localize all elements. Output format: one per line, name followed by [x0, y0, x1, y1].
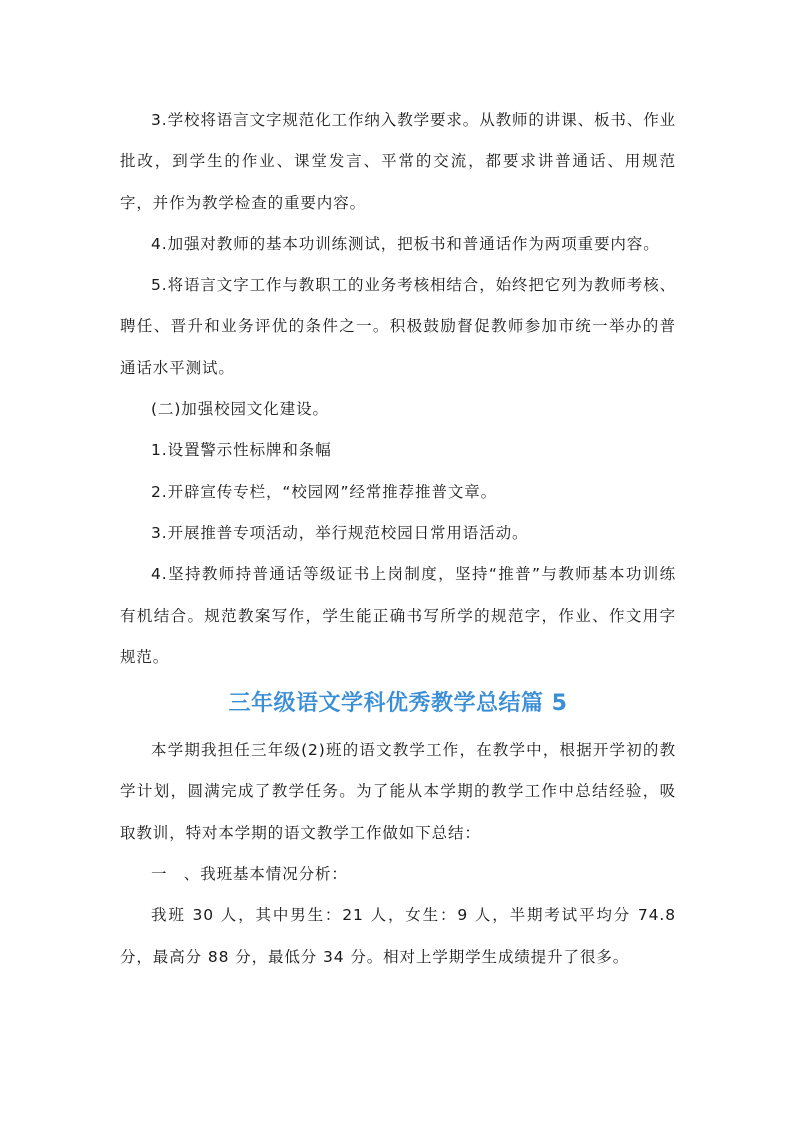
paragraph-sub-item-4: 4.坚持教师持普通话等级证书上岗制度，坚持“推普”与教师基本功训练有机结合。规范教案写作，学生能正确书写所学的规范字，作业、作文用字规范。	[120, 565, 676, 666]
paragraph-sub-item-2: 2.开辟宣传专栏，“校园网”经常推荐推普文章。	[151, 482, 498, 501]
paragraph-sub-item-1: 1.设置警示性标牌和条幅	[151, 441, 332, 460]
paragraph-campus-culture: (二)加强校园文化建设。	[151, 400, 329, 419]
paragraph-class-analysis-title: 一 、我班基本情况分析：	[151, 865, 348, 884]
paragraph-item-3-requirements: 3.学校将语言文字规范化工作纳入教学要求。从教师的讲课、板书、作业批改，到学生的作业、课堂发言、平常的交流，都要求讲普通话、用规范字，并作为教学检查的重要内容。	[120, 111, 676, 212]
paragraph-item-5-assessment: 5.将语言文字工作与教职工的业务考核相结合，始终把它列为教师考核、聘任、晋升和业务评优的条件之一。积极鼓励督促教师参加市统一举办的普通话水平测试。	[120, 276, 676, 377]
section-heading: 三年级语文学科优秀教学总结篇 5	[228, 691, 568, 717]
paragraph-sub-item-3: 3.开展推普专项活动，举行规范校园日常用语活动。	[151, 523, 529, 542]
paragraph-class-stats: 我班 30 人，其中男生：21 人，女生：9 人，半期考试平均分 74.8 分，最高分 88 分，最低分 34 分。相对上学期学生成绩提升了很多。	[120, 906, 676, 966]
paragraph-item-4-teacher-training: 4.加强对教师的基本功训练测试，把板书和普通话作为两项重要内容。	[151, 234, 660, 253]
document-body	[120, 100, 676, 978]
paragraph-intro: 本学期我担任三年级(2)班的语文教学工作，在教学中，根据开学初的教学计划，圆满完成了教学任务。为了能从本学期的教学工作中总结经验，吸取教训，特对本学期的语文教学工作做如下总结：	[120, 741, 676, 842]
